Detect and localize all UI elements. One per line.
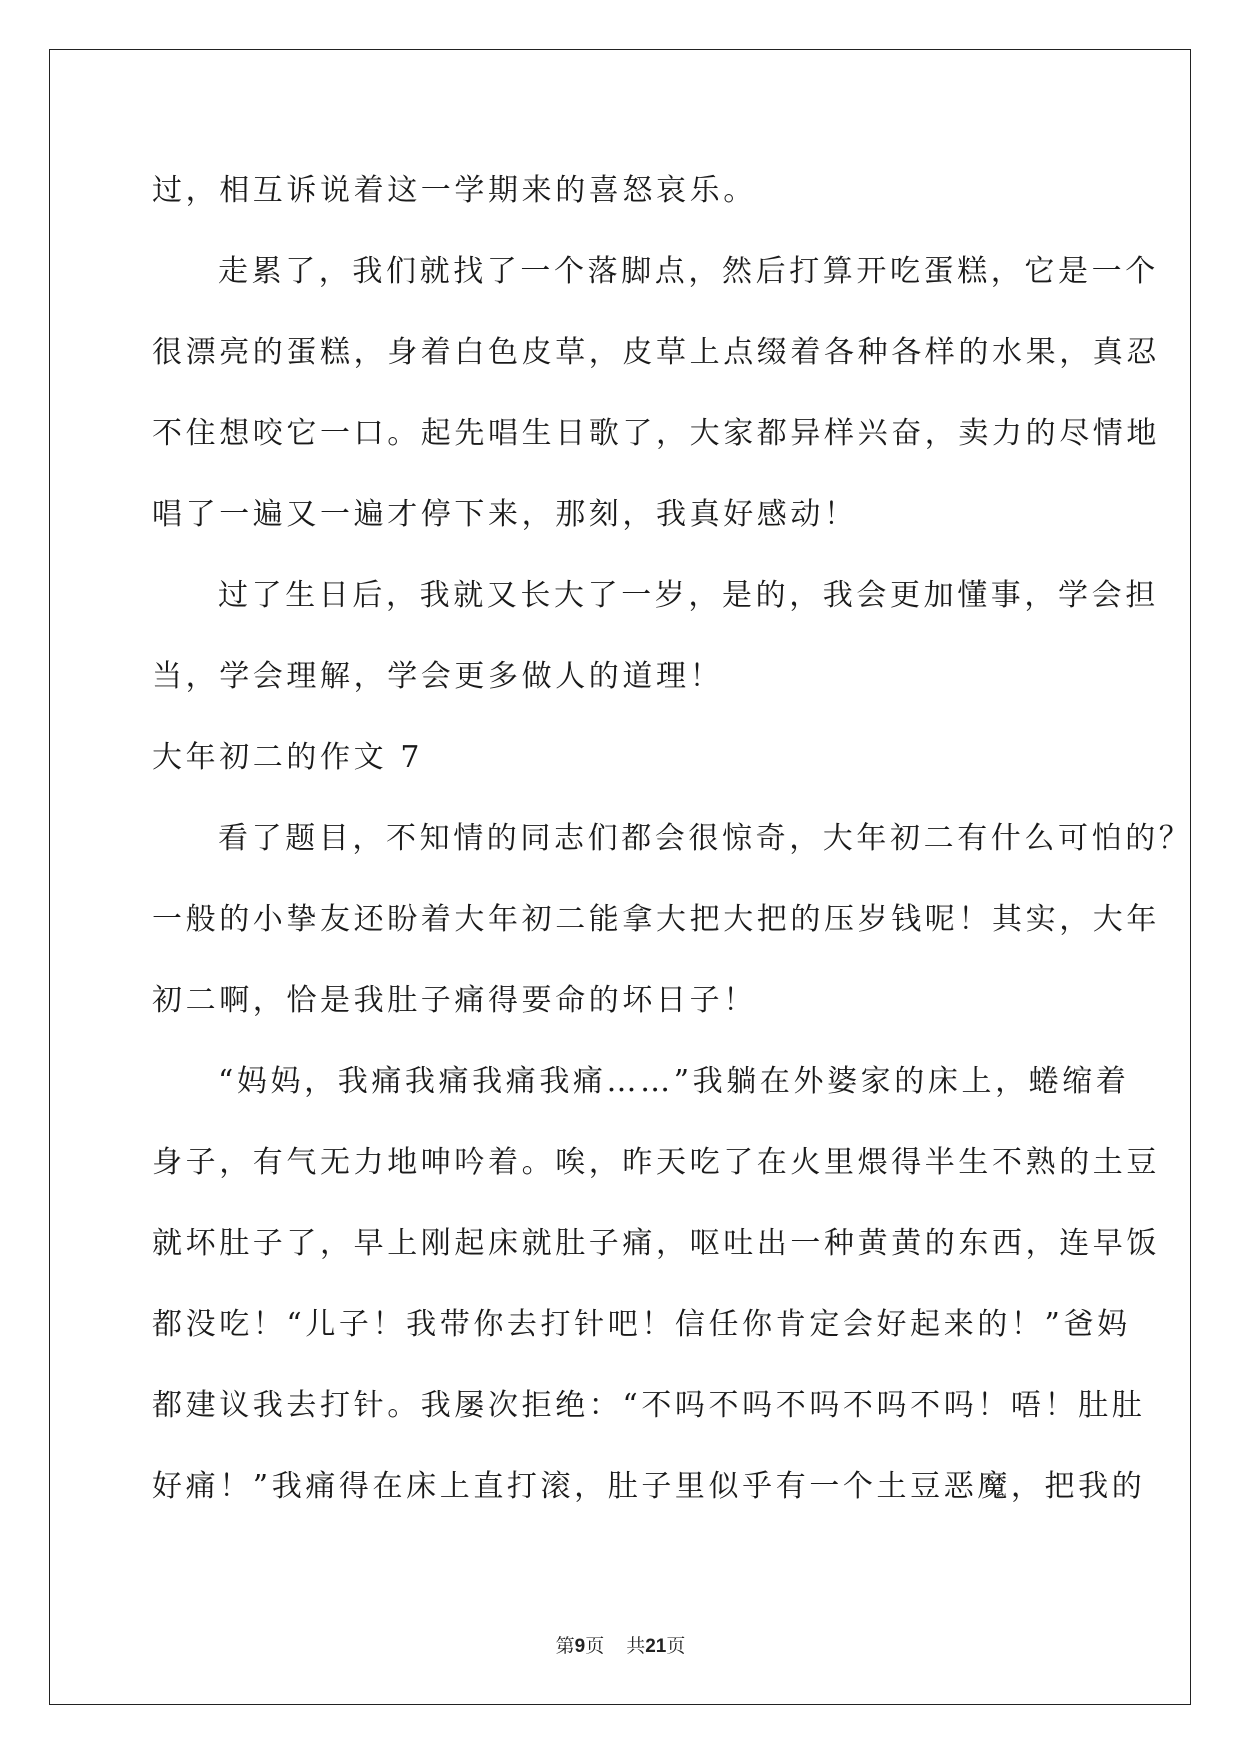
text-line: 当，学会理解，学会更多做人的道理！ <box>152 659 724 694</box>
text-line: 一般的小挚友还盼着大年初二能拿大把大把的压岁钱呢！其实，大年 <box>152 902 1160 937</box>
page-footer <box>0 1631 1241 1658</box>
text-line: 都建议我去打针。我屡次拒绝：“不吗不吗不吗不吗不吗！唔！肚肚 <box>152 1388 1146 1423</box>
total-prefix: 共 <box>626 1635 646 1657</box>
paragraph-first-line: 看了题目，不知情的同志们都会很惊奇，大年初二有什么可怕的？ <box>218 821 1193 856</box>
text-line: 初二啊，恰是我肚子痛得要命的坏日子！ <box>152 983 757 1018</box>
text-line: 好痛！”我痛得在床上直打滚，肚子里似乎有一个土豆恶魔，把我的 <box>152 1469 1146 1504</box>
text-line: 身子，有气无力地呻吟着。唉，昨天吃了在火里煨得半生不熟的土豆 <box>152 1145 1160 1180</box>
page-number: 9 <box>574 1636 586 1657</box>
page-prefix: 第 <box>555 1635 575 1657</box>
paragraph-first-line: 走累了，我们就找了一个落脚点，然后打算开吃蛋糕，它是一个 <box>218 254 1159 289</box>
document-body <box>152 166 1193 1543</box>
paragraph-first-line: “妈妈，我痛我痛我痛我痛……”我躺在外婆家的床上，蜷缩着 <box>218 1064 1130 1099</box>
total-suffix: 页 <box>666 1635 686 1657</box>
text-line: 不住想咬它一口。起先唱生日歌了，大家都异样兴奋，卖力的尽情地 <box>152 416 1160 451</box>
paragraph-first-line: 过了生日后，我就又长大了一岁，是的，我会更加懂事，学会担 <box>218 578 1159 613</box>
page-suffix: 页 <box>585 1635 605 1657</box>
total-pages: 21 <box>645 1636 667 1657</box>
section-heading: 大年初二的作文 7 <box>152 740 424 775</box>
text-line: 很漂亮的蛋糕，身着白色皮草，皮草上点缀着各种各样的水果，真忍 <box>152 335 1160 370</box>
text-line: 都没吃！“儿子！我带你去打针吧！信任你肯定会好起来的！”爸妈 <box>152 1307 1131 1342</box>
text-line: 唱了一遍又一遍才停下来，那刻，我真好感动！ <box>152 497 858 532</box>
text-line: 就坏肚子了，早上刚起床就肚子痛，呕吐出一种黄黄的东西，连早饭 <box>152 1226 1160 1261</box>
text-line: 过，相互诉说着这一学期来的喜怒哀乐。 <box>152 173 757 208</box>
